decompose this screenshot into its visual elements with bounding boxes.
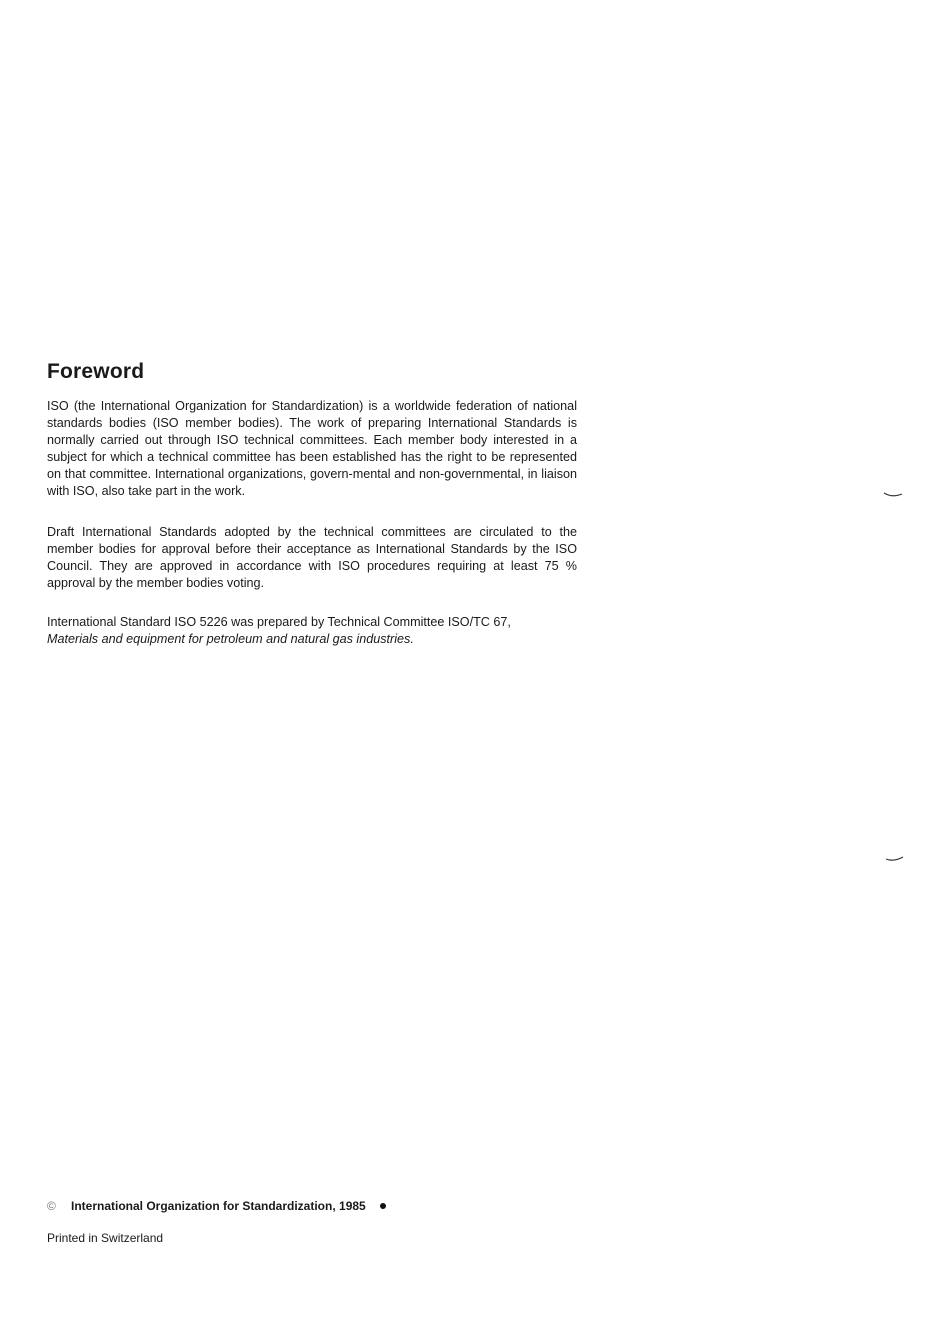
copyright-text: International Organization for Standardization, 1985 xyxy=(71,1199,366,1213)
foreword-paragraph-3 xyxy=(47,614,577,648)
printed-location: Printed in Switzerland xyxy=(47,1231,164,1245)
foreword-paragraph-2: Draft International Standards adopted by the technical committees are circulated to the member bodies for approval before their acceptance as International Standards by the ISO Council. They are approved in accordance with ISO procedures requiring at least 75 % approval by the member bodies voting. xyxy=(47,525,577,590)
foreword-section xyxy=(47,360,577,672)
bullet-icon xyxy=(380,1203,386,1209)
foreword-paragraph-3-text: International Standard ISO 5226 was prepared by Technical Committee ISO/TC 67, xyxy=(47,615,511,629)
foreword-title: Foreword xyxy=(47,360,145,383)
margin-mark-icon xyxy=(882,488,906,500)
margin-mark-icon xyxy=(884,853,908,865)
foreword-paragraph-1: ISO (the International Organization for Standardization) is a worldwide federation of national standards bodies (ISO member bodies). The work of preparing International Standards is normally carried out through ISO technical committees. Each member body interested in a subject for which a technical committee has been established has the right to be represented on that committee. International organizations, govern-mental and non-governmental, in liaison with ISO, also take part in the work. xyxy=(47,399,577,498)
committee-title: Materials and equipment for petroleum and natural gas industries. xyxy=(47,632,414,646)
copyright-symbol: © xyxy=(47,1199,56,1213)
copyright-line xyxy=(47,1199,386,1213)
